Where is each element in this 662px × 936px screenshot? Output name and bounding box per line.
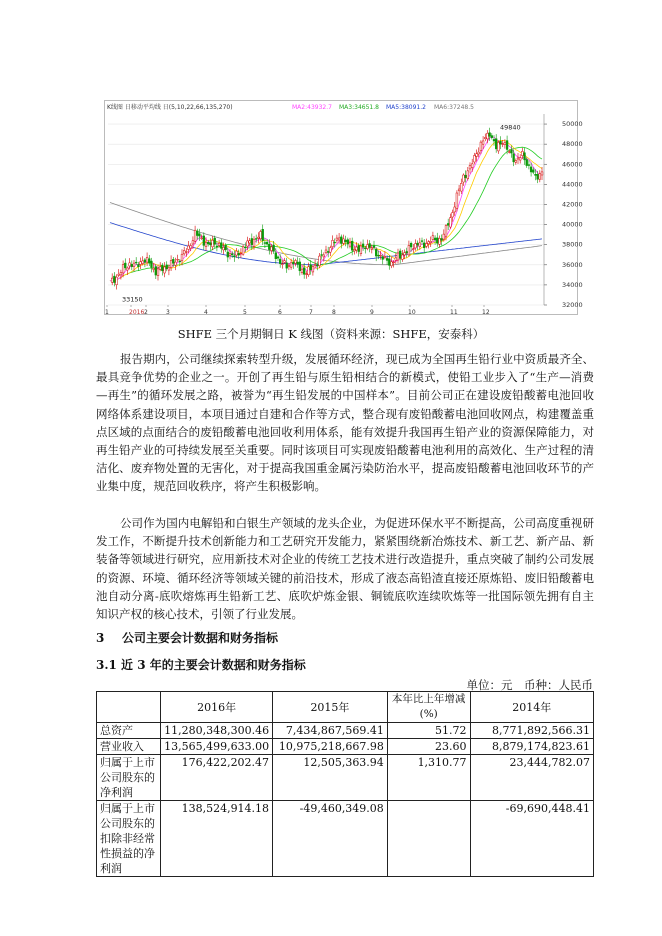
table-cell: 13,565,499,633.00 xyxy=(161,739,273,755)
y-tick-label: 42000 xyxy=(562,200,583,209)
candle-body xyxy=(146,257,148,262)
row-label: 归属于上市公司股东的净利润 xyxy=(97,755,161,801)
candle-body xyxy=(535,174,537,175)
candle-body xyxy=(260,231,262,238)
table-header-cell: 2016年 xyxy=(161,692,273,723)
chart-caption: SHFE 三个月期铜日 K 线图（资料来源：SHFE，安泰科） xyxy=(177,327,485,341)
y-tick-label: 48000 xyxy=(562,140,583,149)
candle-body xyxy=(144,260,146,262)
candle-body xyxy=(478,152,480,154)
candle-body xyxy=(236,251,238,255)
candle-body xyxy=(432,236,434,240)
candle-body xyxy=(151,261,153,267)
candle-body xyxy=(181,254,183,261)
candle-body xyxy=(212,240,214,247)
candle-body xyxy=(183,250,185,253)
legend-ma5: MA5:38091.2 xyxy=(386,104,426,111)
candle-body xyxy=(517,158,519,159)
y-tick-label: 32000 xyxy=(562,301,583,309)
candle-body xyxy=(410,243,412,247)
candle-body xyxy=(135,262,137,263)
candle-body xyxy=(537,174,539,179)
candle-body xyxy=(364,248,366,249)
candle-body xyxy=(495,139,497,149)
candle-body xyxy=(408,245,410,254)
candle-body xyxy=(336,238,338,240)
candle-body xyxy=(349,243,351,246)
candle-body xyxy=(528,165,530,166)
candle-body xyxy=(316,265,318,266)
candle-body xyxy=(441,239,443,241)
candle-body xyxy=(142,261,144,264)
candle-body xyxy=(209,243,211,245)
candle-body xyxy=(279,259,281,264)
candle-body xyxy=(216,246,218,247)
row-label: 归属于上市公司股东的扣除非经常性损益的净利润 xyxy=(97,801,161,877)
table-cell: 51.72 xyxy=(387,723,470,739)
candle-body xyxy=(362,244,364,247)
candle-body xyxy=(277,257,279,258)
candle-body xyxy=(487,133,489,139)
table-header-cell: 2015年 xyxy=(273,692,388,723)
candle-body xyxy=(164,267,166,273)
candle-body xyxy=(153,268,155,269)
candle-body xyxy=(356,247,358,250)
candle-body xyxy=(530,167,532,172)
table-cell: 10,975,218,667.98 xyxy=(273,739,388,755)
candle-body xyxy=(116,277,118,285)
candle-body xyxy=(382,257,384,260)
candle-body xyxy=(469,165,471,169)
candle-body xyxy=(430,241,432,242)
candle-body xyxy=(415,244,417,248)
candle-body xyxy=(445,226,447,237)
candle-body xyxy=(129,263,131,266)
candle-body xyxy=(308,267,310,275)
table-row xyxy=(97,723,594,739)
row-label: 总资产 xyxy=(97,723,161,739)
candle-body xyxy=(227,252,229,257)
x-tick-label: 6 xyxy=(278,309,282,316)
candle-body xyxy=(399,251,401,258)
candle-body xyxy=(157,269,159,276)
candle-body xyxy=(325,250,327,253)
x-tick-label: 7 xyxy=(309,309,313,316)
candle-body xyxy=(229,253,231,255)
candle-body xyxy=(428,242,430,244)
candle-body xyxy=(242,247,244,254)
table-row xyxy=(97,801,594,877)
candle-body xyxy=(447,223,449,225)
table-header-cell: 本年比上年增减(%) xyxy=(387,692,470,723)
candle-body xyxy=(297,262,299,264)
candle-body xyxy=(404,253,406,255)
candle-body xyxy=(131,264,133,266)
low-annotation: 33150 xyxy=(122,295,143,304)
candle-body xyxy=(332,240,334,246)
y-tick-label: 34000 xyxy=(562,280,583,289)
section-heading xyxy=(96,629,278,646)
candle-body xyxy=(329,248,331,253)
table-cell: 138,524,914.18 xyxy=(161,801,273,877)
candle-body xyxy=(268,244,270,249)
table-cell: 1,310.77 xyxy=(387,755,470,801)
candle-body xyxy=(439,238,441,244)
table-cell: 23.60 xyxy=(387,739,470,755)
table-cell: 23,444,782.07 xyxy=(470,755,593,801)
candle-body xyxy=(532,170,534,173)
candle-body xyxy=(360,246,362,254)
candle-body xyxy=(179,261,181,262)
candle-body xyxy=(255,239,257,240)
candle-body xyxy=(262,229,264,240)
candle-body xyxy=(253,239,255,246)
candle-body xyxy=(345,240,347,242)
section-title: 公司主要会计数据和财务指标 xyxy=(122,631,279,645)
candle-body xyxy=(281,264,283,265)
candle-body xyxy=(292,262,294,264)
x-tick-label: 11 xyxy=(450,309,458,316)
candle-body xyxy=(458,189,460,191)
candle-body xyxy=(386,258,388,260)
candle-body xyxy=(295,260,297,263)
candle-body xyxy=(340,237,342,244)
candle-body xyxy=(423,243,425,248)
candle-body xyxy=(463,175,465,182)
candle-body xyxy=(120,272,122,274)
candle-body xyxy=(257,237,259,238)
candle-body xyxy=(194,230,196,241)
table-cell: -49,460,349.08 xyxy=(273,801,388,877)
candle-body xyxy=(247,241,249,246)
table-cell xyxy=(387,801,470,877)
table-cell: 11,280,348,300.46 xyxy=(161,723,273,739)
candle-body xyxy=(482,141,484,144)
candle-body xyxy=(264,243,266,244)
candle-body xyxy=(491,136,493,138)
candle-body xyxy=(113,276,115,282)
candle-body xyxy=(508,152,510,153)
candle-body xyxy=(266,242,268,244)
candle-body xyxy=(275,253,277,259)
candle-body xyxy=(493,139,495,141)
y-tick-label: 38000 xyxy=(562,240,583,249)
table-cell: 12,505,363.94 xyxy=(273,755,388,801)
candle-body xyxy=(476,154,478,157)
candle-body xyxy=(449,218,451,227)
candle-body xyxy=(127,268,129,270)
candle-body xyxy=(460,183,462,191)
candle-body xyxy=(218,243,220,245)
legend-ma2: MA2:43932.7 xyxy=(292,104,332,111)
candle-body xyxy=(168,268,170,270)
x-tick-label: 10 xyxy=(408,309,416,316)
candle-body xyxy=(233,256,235,257)
candle-body xyxy=(524,153,526,160)
candle-body xyxy=(434,238,436,240)
candle-body xyxy=(412,249,414,250)
table-cell: -69,690,448.41 xyxy=(470,801,593,877)
candle-body xyxy=(539,174,541,179)
candle-body xyxy=(288,266,290,267)
candle-body xyxy=(343,239,345,243)
candle-body xyxy=(327,251,329,252)
candle-body xyxy=(111,278,113,282)
candle-body xyxy=(188,246,190,250)
candle-body xyxy=(124,263,126,268)
candle-body xyxy=(203,236,205,245)
candle-body xyxy=(225,245,227,250)
y-tick-label: 40000 xyxy=(562,220,583,229)
candle-body xyxy=(196,231,198,236)
candle-body xyxy=(351,241,353,250)
candle-body xyxy=(312,266,314,271)
copper-kline-chart xyxy=(104,100,583,316)
candle-body xyxy=(526,160,528,166)
candle-body xyxy=(319,256,321,266)
candle-body xyxy=(384,256,386,257)
candle-body xyxy=(367,245,369,249)
y-tick-label: 44000 xyxy=(562,180,583,189)
table-header-cell: 2014年 xyxy=(470,692,593,723)
section-number: 3 xyxy=(96,631,105,645)
x-tick-label: 5 xyxy=(243,309,247,316)
candle-body xyxy=(471,164,473,168)
candle-body xyxy=(380,255,382,256)
table-cell: 7,434,867,569.41 xyxy=(273,723,388,739)
table-header-row xyxy=(97,692,594,723)
candle-body xyxy=(175,262,177,265)
candle-body xyxy=(513,154,515,162)
candle-body xyxy=(303,268,305,274)
candle-body xyxy=(377,255,379,256)
x-tick-label: 2 xyxy=(144,309,148,316)
candle-body xyxy=(185,252,187,253)
candle-body xyxy=(395,258,397,260)
candle-body xyxy=(271,247,273,251)
chart-frame xyxy=(105,101,578,315)
candle-body xyxy=(373,246,375,248)
x-tick-label: 9 xyxy=(370,309,374,316)
candle-body xyxy=(301,269,303,273)
candle-body xyxy=(417,243,419,245)
candle-body xyxy=(406,251,408,252)
candle-body xyxy=(314,264,316,265)
candle-body xyxy=(155,267,157,275)
x-tick-label: 8 xyxy=(332,309,336,316)
candle-body xyxy=(452,213,454,217)
candle-body xyxy=(489,133,491,137)
candle-body xyxy=(284,261,286,263)
candle-body xyxy=(436,238,438,243)
candle-body xyxy=(519,158,521,160)
candle-body xyxy=(338,238,340,240)
candle-body xyxy=(334,242,336,243)
candle-body xyxy=(199,234,201,236)
table-row xyxy=(97,755,594,801)
x-tick-label: 4 xyxy=(204,309,208,316)
candle-body xyxy=(240,253,242,254)
candle-body xyxy=(161,265,163,271)
x-tick-label: 1 xyxy=(105,309,109,316)
candle-body xyxy=(190,246,192,249)
high-annotation: 49840 xyxy=(500,123,521,132)
y-tick-label: 50000 xyxy=(562,120,583,129)
candle-body xyxy=(148,259,150,263)
chart-legend-title: K线图 日移动平均线 日(5,10,22,66,135,270) xyxy=(107,104,233,111)
row-label: 营业收入 xyxy=(97,739,161,755)
candle-body xyxy=(231,254,233,255)
candle-body xyxy=(473,155,475,162)
candle-body xyxy=(323,255,325,257)
table-cell: 8,771,892,566.31 xyxy=(470,723,593,739)
candle-body xyxy=(290,263,292,267)
candle-body xyxy=(347,240,349,244)
candle-body xyxy=(421,241,423,242)
candle-body xyxy=(223,247,225,250)
financial-data-table xyxy=(96,691,594,877)
y-tick-label: 36000 xyxy=(562,260,583,269)
candle-body xyxy=(249,241,251,243)
candle-body xyxy=(397,253,399,260)
candle-body xyxy=(273,245,275,251)
candle-body xyxy=(214,238,216,244)
candle-body xyxy=(207,242,209,244)
candle-body xyxy=(465,175,467,177)
candle-body xyxy=(299,262,301,271)
candle-body xyxy=(172,259,174,263)
candle-body xyxy=(504,143,506,145)
candle-body xyxy=(251,238,253,244)
candle-body xyxy=(497,142,499,151)
candle-body xyxy=(137,265,139,267)
legend-ma6: MA6:37248.5 xyxy=(434,104,474,111)
candle-body xyxy=(220,243,222,249)
candle-body xyxy=(484,137,486,138)
table-header-cell xyxy=(97,692,161,723)
kline-svg xyxy=(104,100,583,316)
candle-body xyxy=(511,150,513,153)
unit-line: 单位：元 币种：人民币 xyxy=(466,678,593,692)
candle-body xyxy=(419,243,421,247)
candle-body xyxy=(358,245,360,251)
candle-body xyxy=(133,263,135,266)
table-cell: 176,422,202.47 xyxy=(161,755,273,801)
candle-body xyxy=(515,161,517,163)
candle-body xyxy=(353,249,355,250)
candle-body xyxy=(170,260,172,267)
candle-body xyxy=(122,265,124,273)
candle-body xyxy=(192,241,194,244)
candle-body xyxy=(401,255,403,259)
candle-body xyxy=(177,259,179,260)
candle-body xyxy=(521,151,523,155)
candle-body xyxy=(371,248,373,249)
candle-body xyxy=(541,172,543,175)
table-row xyxy=(97,739,594,755)
candle-body xyxy=(454,207,456,212)
candle-body xyxy=(238,253,240,255)
candle-body xyxy=(456,193,458,209)
candle-body xyxy=(140,262,142,265)
candle-body xyxy=(305,274,307,275)
x-tick-label: 12 xyxy=(482,309,490,316)
legend-ma3: MA3:34651.8 xyxy=(339,104,379,111)
paragraph-1: 报告期内，公司继续探索转型升级，发展循环经济，现已成为全国再生铅行业中资质最齐全、最具竞争优势的企业之一。开创了再生铅与原生铅相结合的新模式，使铅工业步入了“生产—消费—再生”的循环发展之路，被誉为“再生铅发展的中国样本”。目前公司正在建设废铅酸蓄电池回收网络体系建设项目，本项目通过自建和合作等方式，整合现有废铅酸蓄电池回收网点，构建覆盖重点区域的点面结合的废铅酸蓄电池回收利用体系，能有效提升我国再生铅产业的资源保障能力，对再生铅产业的可持续发展至关重要。同时该项目可实现废铅酸蓄电池利用的高效化、生产过程的清洁化、废弃物处置的无害化，对于提高我国重金属污染防治水平，提高废铅酸蓄电池回收环节的产业集中度，规范回收秩序，将产生积极影响。 xyxy=(96,352,594,494)
candle-body xyxy=(286,263,288,268)
candle-body xyxy=(443,234,445,239)
candle-body xyxy=(467,171,469,179)
candle-body xyxy=(391,262,393,266)
candle-body xyxy=(205,242,207,246)
table-cell: 8,879,174,823.61 xyxy=(470,739,593,755)
candle-body xyxy=(166,265,168,269)
candle-body xyxy=(393,262,395,263)
candle-body xyxy=(159,267,161,270)
candle-body xyxy=(201,238,203,239)
candle-body xyxy=(502,144,504,145)
x-tick-label: 2016 xyxy=(129,309,145,316)
candle-body xyxy=(369,244,371,248)
candle-body xyxy=(118,274,120,275)
candle-body xyxy=(310,265,312,270)
candle-body xyxy=(244,247,246,248)
candle-body xyxy=(506,141,508,150)
candle-body xyxy=(321,255,323,256)
candle-body xyxy=(500,141,502,144)
candle-body xyxy=(375,249,377,256)
subsection-heading: 3.1 近 3 年的主要会计数据和财务指标 xyxy=(96,658,306,672)
y-tick-label: 46000 xyxy=(562,160,583,169)
paragraph-2: 公司作为国内电解铅和白银生产领域的龙头企业，为促进环保水平不断提高，公司高度重视研发工作，不断提升技术创新能力和工艺研究开发能力，紧紧围绕新冶炼技术、新工艺、新产品、新装备等领域进行研究，应用新技术对企业的传统工艺技术进行改造提升，重点突破了制约公司发展的资源、环境、循环经济等领域关键的前沿技术，形成了液态高铅渣直接还原炼铅、废旧铅酸蓄电池自动分离-底吹熔炼再生铅新工艺、底吹炉炼金银、铜锍底吹连续吹炼等一批国际领先拥有自主知识产权的核心技术，引领了行业发展。 xyxy=(96,516,594,622)
candle-body xyxy=(388,259,390,266)
candle-body xyxy=(480,142,482,151)
x-tick-label: 3 xyxy=(166,309,170,316)
candle-body xyxy=(425,243,427,246)
